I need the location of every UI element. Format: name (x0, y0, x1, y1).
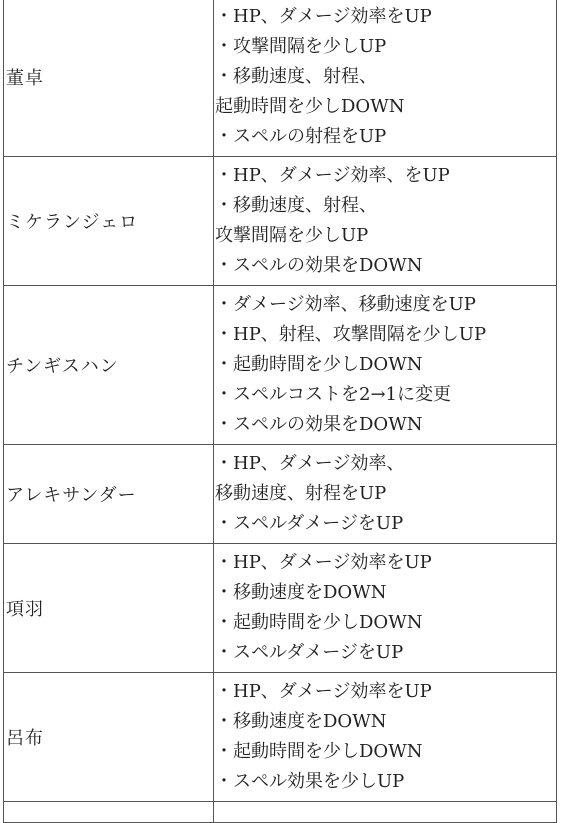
table-row (4, 544, 557, 673)
table-row (4, 157, 557, 286)
changes-cell (214, 0, 557, 157)
change-line: ・HP、射程、攻撃間隔を少しUP (215, 324, 487, 345)
balance-change-table (3, 0, 557, 823)
character-name: 呂布 (4, 673, 214, 802)
change-line: 起動時間を少しDOWN (215, 96, 405, 117)
change-line: ・スペルの射程をUP (215, 126, 387, 147)
change-line: ・スペル効果を少しUP (215, 771, 405, 792)
change-line: ・起動時間を少しDOWN (215, 741, 423, 762)
change-line: ・移動速度、射程、 (215, 66, 377, 87)
change-line: ・HP、ダメージ効率をUP (215, 552, 432, 573)
change-line: ・HP、ダメージ効率をUP (215, 681, 432, 702)
change-line: ・移動速度、射程、 (215, 195, 377, 216)
change-line: ・移動速度をDOWN (215, 711, 387, 732)
table-row (4, 0, 557, 157)
table-row-partial (4, 802, 557, 823)
change-line: ・起動時間を少しDOWN (215, 354, 423, 375)
change-line: ・HP、ダメージ効率、をUP (215, 165, 450, 186)
changes-cell (214, 544, 557, 673)
change-line: ・ダメージ効率、移動速度をUP (215, 294, 476, 315)
character-name: ミケランジェロ (4, 157, 214, 286)
change-line: ・スペルの効果をDOWN (215, 414, 423, 435)
character-name: アレキサンダー (4, 445, 214, 544)
change-line: ・攻撃間隔を少しUP (215, 36, 387, 57)
change-line: ・HP、ダメージ効率をUP (215, 6, 432, 27)
change-line: ・HP、ダメージ効率、 (215, 453, 405, 474)
table-row (4, 445, 557, 544)
change-line: 移動速度、射程をUP (215, 483, 387, 504)
changes-cell (214, 445, 557, 544)
table-body (4, 0, 557, 823)
change-line: ・スペルコストを2→1に変更 (215, 384, 451, 405)
changes-cell (214, 673, 557, 802)
changes-cell (214, 157, 557, 286)
table-row (4, 673, 557, 802)
change-line: ・移動速度をDOWN (215, 582, 387, 603)
change-line: ・起動時間を少しDOWN (215, 612, 423, 633)
changes-cell (214, 286, 557, 445)
partial-changes-cell (214, 802, 557, 823)
character-name: 董卓 (4, 0, 214, 157)
change-line: ・スペルダメージをUP (215, 513, 404, 534)
change-line: ・スペルダメージをUP (215, 642, 404, 663)
character-name: 項羽 (4, 544, 214, 673)
table-row (4, 286, 557, 445)
change-line: ・スペルの効果をDOWN (215, 255, 423, 276)
change-line: 攻撃間隔を少しUP (215, 225, 369, 246)
partial-name-cell (4, 802, 214, 823)
character-name: チンギスハン (4, 286, 214, 445)
